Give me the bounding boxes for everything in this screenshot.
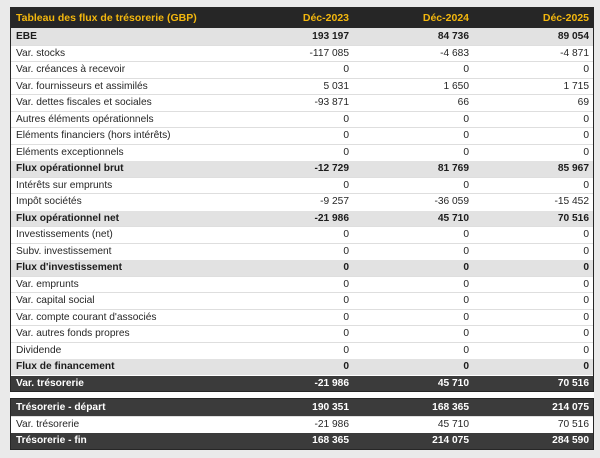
cell-value: 0: [583, 179, 589, 191]
cell-value: 193 197: [312, 30, 349, 42]
cell-value: -9 257: [320, 196, 349, 208]
table-row: [11, 325, 593, 342]
cell-value: 0: [343, 130, 349, 142]
cell-value: 0: [583, 361, 589, 373]
cell-value: 0: [463, 245, 469, 257]
cell-value: -4 871: [560, 47, 589, 59]
cell-value: 0: [463, 361, 469, 373]
cell-value: 0: [463, 262, 469, 274]
cell-value: 0: [463, 113, 469, 125]
table-header: [11, 8, 593, 28]
table-row: [11, 226, 593, 243]
table-body-summary: [11, 399, 593, 449]
cell-value: 70 516: [557, 212, 589, 224]
table-row: [11, 160, 593, 177]
row-label: Var. fournisseurs et assimilés: [16, 80, 148, 92]
cell-value: 1 715: [563, 80, 589, 92]
row-label: Flux d'investissement: [16, 262, 123, 274]
table-row: [11, 45, 593, 62]
row-label: EBE: [16, 30, 37, 42]
cell-value: 0: [463, 229, 469, 241]
cell-value: 5 031: [323, 80, 349, 92]
cell-value: 0: [583, 295, 589, 307]
cell-value: 0: [463, 146, 469, 158]
cell-value: 0: [583, 328, 589, 340]
cell-value: 81 769: [437, 163, 469, 175]
table-row: [11, 111, 593, 128]
cell-value: 168 365: [432, 401, 469, 413]
cell-value: 0: [343, 146, 349, 158]
row-label: Var. trésorerie: [16, 377, 84, 389]
cell-value: 45 710: [437, 377, 469, 389]
cell-value: 0: [343, 328, 349, 340]
row-label: Flux de financement: [16, 361, 115, 373]
cell-value: 0: [583, 64, 589, 76]
cell-value: 0: [343, 295, 349, 307]
cell-value: 0: [343, 262, 349, 274]
cashflow-table-summary: [10, 398, 594, 450]
row-label: Trésorerie - fin: [16, 435, 87, 447]
cell-value: 45 710: [437, 418, 469, 430]
cell-value: 0: [583, 245, 589, 257]
row-label: Dividende: [16, 344, 62, 356]
table-row: [11, 127, 593, 144]
cell-value: 168 365: [312, 435, 349, 447]
cell-value: 0: [463, 278, 469, 290]
cell-value: 70 516: [557, 377, 589, 389]
table-row: [11, 144, 593, 161]
cell-value: 0: [583, 262, 589, 274]
cell-value: 0: [583, 146, 589, 158]
cell-value: 0: [583, 344, 589, 356]
table-row: [11, 94, 593, 111]
cell-value: 0: [463, 311, 469, 323]
cell-value: 0: [463, 328, 469, 340]
cell-value: 84 736: [437, 30, 469, 42]
row-label: Flux opérationnel net: [16, 212, 120, 224]
cell-value: -4 683: [440, 47, 469, 59]
cell-value: 0: [583, 130, 589, 142]
table-row: [11, 78, 593, 95]
cell-value: 0: [463, 179, 469, 191]
cell-value: 0: [343, 113, 349, 125]
row-label: Flux opérationnel brut: [16, 163, 124, 175]
row-label: Var. emprunts: [16, 278, 79, 290]
table-row: [11, 432, 593, 449]
cell-value: 284 590: [552, 435, 589, 447]
table-row: [11, 276, 593, 293]
cell-value: 66: [457, 97, 469, 109]
cell-value: 0: [343, 361, 349, 373]
table-row: [11, 358, 593, 375]
table-row: [11, 177, 593, 194]
cell-value: 89 054: [557, 30, 589, 42]
row-label: Var. compte courant d'associés: [16, 311, 157, 323]
cell-value: 0: [583, 229, 589, 241]
row-label: Impôt sociétés: [16, 196, 82, 208]
cell-value: 0: [583, 113, 589, 125]
row-label: Trésorerie - départ: [16, 401, 106, 413]
cell-value: 70 516: [557, 418, 589, 430]
cell-value: 0: [343, 344, 349, 356]
row-label: Intérêts sur emprunts: [16, 179, 113, 191]
cell-value: 0: [343, 179, 349, 191]
table-row: [11, 259, 593, 276]
cell-value: 0: [463, 295, 469, 307]
row-label: Var. créances à recevoir: [16, 64, 126, 76]
cell-value: 0: [463, 64, 469, 76]
table-row: [11, 292, 593, 309]
cashflow-report: [10, 7, 594, 450]
cell-value: 0: [583, 311, 589, 323]
row-label: Autres éléments opérationnels: [16, 113, 154, 125]
table-row: [11, 399, 593, 416]
cell-value: 85 967: [557, 163, 589, 175]
cell-value: 0: [343, 64, 349, 76]
cell-value: 0: [343, 229, 349, 241]
row-label: Eléments financiers (hors intérêts): [16, 130, 171, 142]
row-label: Eléments exceptionnels: [16, 146, 124, 158]
cell-value: 0: [343, 311, 349, 323]
cell-value: 190 351: [312, 401, 349, 413]
cell-value: 0: [583, 278, 589, 290]
row-label: Subv. investissement: [16, 245, 112, 257]
column-header-dec-2023: Déc-2023: [302, 12, 349, 24]
cell-value: 0: [343, 245, 349, 257]
table-row: [11, 309, 593, 326]
table-title: Tableau des flux de trésorerie (GBP): [16, 12, 197, 24]
table-row: [11, 416, 593, 433]
cell-value: -12 729: [314, 163, 349, 175]
table-row: [11, 243, 593, 260]
row-label: Var. dettes fiscales et sociales: [16, 97, 152, 109]
row-label: Investissements (net): [16, 229, 113, 241]
table-row: [11, 193, 593, 210]
cell-value: -15 452: [554, 196, 589, 208]
cell-value: 214 075: [432, 435, 469, 447]
cell-value: -36 059: [434, 196, 469, 208]
cell-value: 69: [577, 97, 589, 109]
cell-value: 1 650: [443, 80, 469, 92]
cell-value: 0: [463, 130, 469, 142]
row-label: Var. trésorerie: [16, 418, 80, 430]
row-label: Var. autres fonds propres: [16, 328, 130, 340]
cell-value: 214 075: [552, 401, 589, 413]
cell-value: -117 085: [309, 47, 349, 59]
table-row: [11, 210, 593, 227]
row-label: Var. stocks: [16, 47, 66, 59]
cell-value: 0: [463, 344, 469, 356]
table-row: [11, 375, 593, 392]
table-body-main: [11, 28, 593, 391]
table-row: [11, 342, 593, 359]
cell-value: 45 710: [437, 212, 469, 224]
table-row: [11, 28, 593, 45]
row-label: Var. capital social: [16, 295, 95, 307]
cell-value: -21 986: [314, 212, 349, 224]
cashflow-table-main: [10, 7, 594, 392]
table-row: [11, 61, 593, 78]
cell-value: -21 986: [314, 418, 349, 430]
column-header-dec-2024: Déc-2024: [422, 12, 469, 24]
cell-value: -93 871: [314, 97, 349, 109]
cell-value: 0: [343, 278, 349, 290]
column-header-dec-2025: Déc-2025: [542, 12, 589, 24]
cell-value: -21 986: [314, 377, 349, 389]
